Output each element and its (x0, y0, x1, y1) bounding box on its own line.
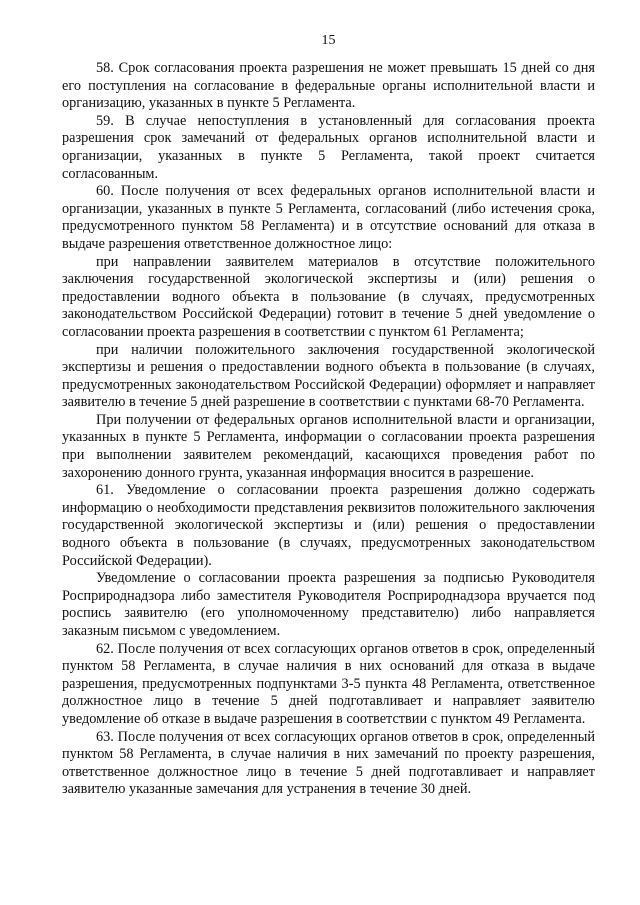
paragraph-61-delivery: Уведомление о согласовании проекта разрешения за подписью Руководителя Росприроднадзора либо заместителя Руководителя Росприроднадзора вручается под роспись заявителю (его уполномоченному представителю) либо направляется заказным письмом с уведомлением. (62, 570, 595, 639)
paragraph-59: 59. В случае непоступления в установленный для согласования проекта разрешения срок замечаний от федеральных органов исполнительной власти и организации, указанных в пункте 5 Регламента, такой проект считается согласованным. (62, 112, 595, 182)
paragraph-60-item-2: при наличии положительного заключения государственной экологической экспертизы и решения о предоставлении водного объекта в пользование (в случаях, предусмотренных законодательством Российской Федерации) оформляет и направляет заявителю в течение 5 дней разрешение в соответствии с пунктами 68-70 Регламента. (62, 341, 595, 411)
paragraph-63: 63. После получения от всех согласующих органов ответов в срок, определенный пунктом 58 Регламента, в случае наличия в них замечаний по проекту разрешения, ответственное должностное лицо в течение 5 дней подготавливает и направляет заявителю указанные замечания для устранения в течение 30 дней. (62, 728, 595, 798)
paragraph-62: 62. После получения от всех согласующих органов ответов в срок, определенный пунктом 58 Регламента, в случае наличия в них оснований для отказа в выдаче разрешения, предусмотренных подпунктами 3-5 пункта 48 Регламента, ответственное должностное лицо в течение 5 дней подготавливает и направляет заявителю уведомление об отказе в выдаче разрешения в соответствии с пунктом 49 Регламента. (62, 640, 595, 727)
paragraph-60-recommendations: При получении от федеральных органов исполнительной власти и организации, указанных в пункте 5 Регламента, информации о согласовании проекта разрешения при выполнении заявителем рекомендаций, касающихся проведения работ по захоронению донного грунта, указанная информация вносится в разрешение. (62, 411, 595, 481)
paragraph-61: 61. Уведомление о согласовании проекта разрешения должно содержать информацию о необходимости представления реквизитов положительного заключения государственной экологической экспертизы и (или) решения о предоставлении водного объекта в пользование (в случаях, предусмотренных законодательством Российской Федерации). (62, 482, 595, 569)
paragraph-60: 60. После получения от всех федеральных органов исполнительной власти и организации, указанных в пункте 5 Регламента, согласований (либо истечения срока, предусмотренного пунктом 58 Регламента) и в отсутствие оснований для отказа в выдаче разрешения ответственное должностное лицо: (62, 183, 595, 252)
paragraph-60-item-1: при направлении заявителем материалов в отсутствие положительного заключения государственной экологической экспертизы и (или) решения о предоставлении водного объекта в пользование (в случаях, предусмотренных законодательством Российской Федерации) готовит в течение 5 дней уведомление о согласовании проекта разрешения в соответствии с пунктом 61 Регламента; (62, 253, 595, 340)
page-number: 15 (321, 33, 336, 48)
paragraph-58: 58. Срок согласования проекта разрешения не может превышать 15 дней со дня его поступления на согласование в федеральные органы исполнительной власти и организацию, указанных в пункте 5 Регламента. (62, 60, 595, 112)
